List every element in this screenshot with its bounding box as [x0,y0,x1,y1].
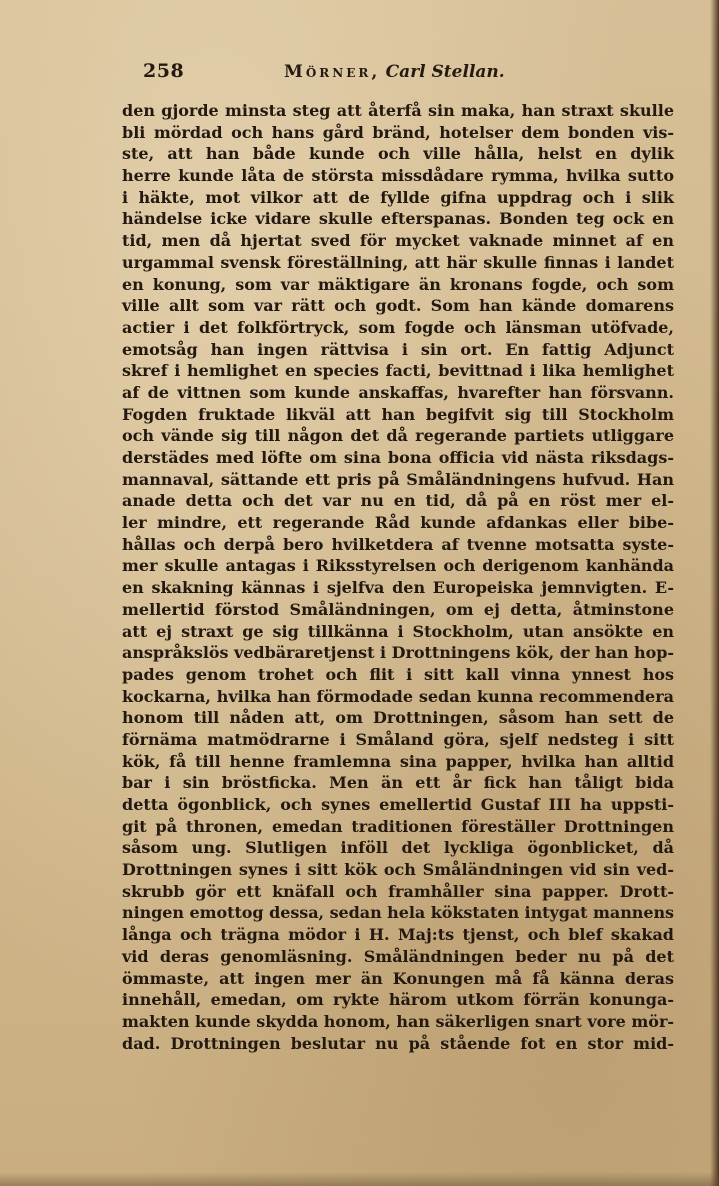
text-line: detta ögonblick, och synes emellertid Gustaf III ha uppsti- [122,795,674,814]
body-text [122,100,674,1054]
text-line: ville allt som var rätt och godt. Som han kände domarens [122,296,674,316]
text-line: dad. Drottningen beslutar nu på stående fot en stor mid- [122,1033,674,1053]
text-line: vid deras genomläsning. Småländningen beder nu på det [122,946,674,966]
text-line: derstädes med löfte om sina bona officia vid nästa riksdags- [122,448,674,467]
text-line: ningen emottog dessa, sedan hela kökstaten intygat mannens [122,903,674,923]
text-line: emotsåg han ingen rättvisa i sin ort. En fattig Adjunct [122,339,674,359]
text-line: bli mördad och hans gård bränd, hotelser dem bonden vis- [122,122,674,142]
text-line: anade detta och det var nu en tid, då på en röst mer el- [122,491,674,511]
text-line: skref i hemlighet en species facti, bevittnad i lika hemlighet [122,361,674,381]
page-number: 258 [143,60,185,82]
text-line: en konung, som var mäktigare än kronans fogde, och som [122,274,674,294]
text-line: mellertid förstod Småländningen, om ej detta, åtminstone [122,599,674,619]
text-line: tid, men då hjertat sved för mycket vaknade minnet af en [122,231,674,251]
text-line: mer skulle antagas i Riksstyrelsen och derigenom kanhända [122,556,674,576]
text-line: händelse icke vidare skulle efterspanas. Bonden teg ock en [122,209,674,229]
text-line: ler mindre, ett regerande Råd kunde afdankas eller bibe- [122,513,674,533]
text-line: ömmaste, att ingen mer än Konungen må få känna deras [122,968,674,988]
text-line: mannaval, sättande ett pris på Småländningens hufvud. Han [122,469,674,489]
text-line: skrubb gör ett knäfall och framhåller sina papper. Drott- [122,881,674,901]
text-line: actier i det folkförtryck, som fogde och länsman utöfvade, [122,317,674,337]
text-line: af de vittnen som kunde anskaffas, hvarefter han försvann. [122,382,674,402]
text-line: långa och trägna mödor i H. Maj:ts tjenst, och blef skakad [122,925,674,945]
text-line: herre kunde låta de största missdådare rymma, hvilka sutto [122,166,674,186]
running-head-surname: Mörner, [284,62,381,82]
text-line: hållas och derpå bero hvilketdera af tvenne motsatta syste- [122,534,674,554]
text-line: att ej straxt ge sig tillkänna i Stockholm, utan ansökte en [122,621,674,641]
text-line: en skakning kännas i sjelfva den Europeiska jemnvigten. E- [122,578,674,598]
page-header [143,60,538,86]
text-line: och vände sig till någon det då regerande partiets utliggare [122,426,674,446]
text-line: makten kunde skydda honom, han säkerligen snart vore mör- [122,1011,674,1031]
text-line: honom till nåden att, om Drottningen, såsom han sett de [122,708,674,728]
text-line: git på thronen, emedan traditionen föreställer Drottningen [122,816,674,836]
text-line: Drottningen synes i sitt kök och Småländningen vid sin ved- [122,860,674,880]
text-line: kök, få till henne framlemna sina papper, hvilka han alltid [122,751,674,771]
text-line: pades genom trohet och flit i sitt kall vinna ynnest hos [122,664,674,684]
text-line: ste, att han både kunde och ville hålla, helst en dylik [122,144,674,164]
text-line: anspråkslös vedbäraretjenst i Drottningens kök, der han hop- [122,643,674,663]
page-bottom-edge [0,1172,719,1186]
text-line: i häkte, mot vilkor att de fyllde gifna uppdrag och i slik [122,187,674,207]
text-line: kockarna, hvilka han förmodade sedan kunna recommendera [122,686,674,706]
running-head-given-name: Carl Stellan. [385,62,505,82]
running-head [284,62,505,82]
text-line: innehåll, emedan, om rykte härom utkom förrän konunga- [122,990,674,1010]
text-line: bar i sin bröstficka. Men än ett år fick han tåligt bida [122,773,674,793]
text-line: urgammal svensk föreställning, att här skulle finnas i landet [122,252,674,272]
text-line: såsom ung. Slutligen inföll det lyckliga ögonblicket, då [122,838,674,858]
text-line: den gjorde minsta steg att återfå sin maka, han straxt skulle [122,101,674,120]
text-line: förnäma matmödrarne i Småland göra, sjelf nedsteg i sitt [122,729,674,749]
page-binding-edge [710,0,719,1186]
text-line: Fogden fruktade likväl att han begifvit sig till Stockholm [122,404,674,424]
